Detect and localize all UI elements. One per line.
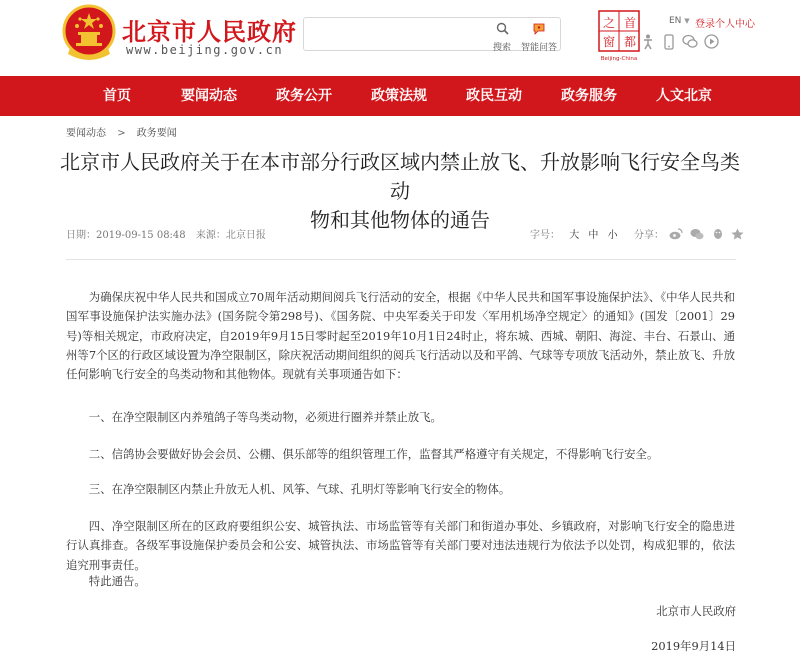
play-icon[interactable] <box>704 34 719 53</box>
font-size-large-button[interactable]: 大 <box>569 230 580 241</box>
nav-item-services[interactable]: 政务服务 <box>561 88 617 104</box>
article-paragraph: 二、信鸽协会要做好协会会员、公棚、俱乐部等的组织管理工作，监督其严格遵守有关规定，不得影响飞行安全。 <box>88 447 659 461</box>
capital-window-logo[interactable] <box>598 10 640 62</box>
chevron-down-icon: ▼ <box>684 17 690 25</box>
article-paragraph: 为确保庆祝中华人民共和国成立70周年活动期间阅兵飞行活动的安全，根据《中华人民共和国军事设施保护法》、《中华人民共和国军事设施保护法实施办法》(国务院令第298号)、《国务院、中央军委关于印发〈军用机场净空规定〉的通知》(国发〔2001〕29号)等相关规定，市政府决定，自2019年9月15日零时起至2019年10月1日24时止，将东城、西城、朝阳、海淀、丰台、石景山、通州等7个区的行政区域设置为净空限制区，除庆祝活动期间组织的阅兵飞行活动以及和平鸽、气球等专项放飞活动外，禁止放飞、升放任何影响飞行安全的鸟类动物和其他物体。现就有关事项通告如下： <box>66 290 735 382</box>
capital-logo-char: 之 <box>603 16 616 30</box>
article-paragraph: 特此通告。 <box>88 574 146 588</box>
smart-qa-label: 智能问答 <box>520 43 557 53</box>
search-icon <box>496 22 509 35</box>
divider <box>66 259 736 260</box>
breadcrumb-item[interactable]: 政务要闻 <box>136 128 177 139</box>
capital-logo-char: 首 <box>624 16 637 30</box>
article-paragraph: 四、净空限制区所在的区政府要组织公安、城管执法、市场监管等有关部门和街道办事处、乡镇政府，对影响飞行安全的隐患进行认真排查。各级军事设施保护委员会和公安、城管执法、市场监管等有关部门要对违法违规行为依法予以处罚，构成犯罪的，依法追究刑事责任。 <box>66 519 735 572</box>
language-label: EN <box>669 16 682 26</box>
nav-item-policies[interactable]: 政策法规 <box>371 88 427 104</box>
weibo-share-icon[interactable] <box>669 228 683 240</box>
mobile-icon[interactable] <box>664 34 674 54</box>
language-switch[interactable] <box>669 16 690 26</box>
site-title[interactable]: 北京市人民政府 <box>122 18 297 46</box>
utility-icons <box>640 34 730 52</box>
smart-qa-icon <box>532 22 546 35</box>
article-source: 来源：北京日报 <box>195 230 266 241</box>
nav-item-culture[interactable]: 人文北京 <box>656 88 712 104</box>
signature-date: 2019年9月14日 <box>651 639 736 653</box>
breadcrumb-separator: > <box>117 128 126 139</box>
article-meta <box>66 226 736 240</box>
search-box <box>303 17 561 51</box>
article-title-line: 物和其他物体的通告 <box>310 208 490 232</box>
search-button[interactable] <box>487 20 517 53</box>
smart-qa-button[interactable] <box>520 20 558 53</box>
font-size-control <box>530 226 618 241</box>
qzone-share-icon[interactable] <box>731 228 744 240</box>
national-emblem-icon[interactable] <box>62 4 116 64</box>
capital-logo-caption: Beijing-China <box>600 56 638 62</box>
capital-logo-char: 都 <box>624 35 637 49</box>
search-input[interactable] <box>310 22 482 46</box>
share-label: 分享： <box>634 230 664 241</box>
font-size-label: 字号： <box>530 230 560 241</box>
wechat-icon[interactable] <box>682 34 698 53</box>
nav-item-home[interactable]: 首页 <box>103 88 131 104</box>
signature: 北京市人民政府 <box>656 604 736 618</box>
nav-item-interaction[interactable]: 政民互动 <box>466 88 522 104</box>
search-button-label: 搜索 <box>492 43 511 53</box>
accessibility-icon[interactable] <box>642 34 654 54</box>
font-size-medium-button[interactable]: 中 <box>588 230 599 241</box>
capital-logo-char: 窗 <box>603 35 616 49</box>
nav-item-gov-affairs-open[interactable]: 政务公开 <box>276 88 332 104</box>
site-url[interactable]: www.beijing.gov.cn <box>126 43 284 57</box>
qq-share-icon[interactable] <box>712 228 724 240</box>
main-nav <box>0 76 800 116</box>
breadcrumb-item[interactable]: 要闻动态 <box>66 128 106 139</box>
breadcrumb <box>66 124 177 139</box>
font-size-small-button[interactable]: 小 <box>607 230 618 241</box>
article-paragraph: 三、在净空限制区内禁止升放无人机、风筝、气球、孔明灯等影响飞行安全的物体。 <box>88 482 511 496</box>
share-control <box>634 226 744 241</box>
wechat-share-icon[interactable] <box>690 228 704 240</box>
article-paragraph: 一、在净空限制区内养殖鸽子等鸟类动物，必须进行圈养并禁止放飞。 <box>88 410 442 424</box>
article-title <box>60 148 740 235</box>
article-title-line: 北京市人民政府关于在本市部分行政区域内禁止放飞、升放影响飞行安全鸟类动 <box>60 150 740 203</box>
site-header <box>0 0 800 76</box>
nav-item-news[interactable]: 要闻动态 <box>181 88 237 104</box>
login-link[interactable]: 登录个人中心 <box>695 19 755 30</box>
publish-date: 日期：2019-09-15 08:48 <box>66 230 186 241</box>
